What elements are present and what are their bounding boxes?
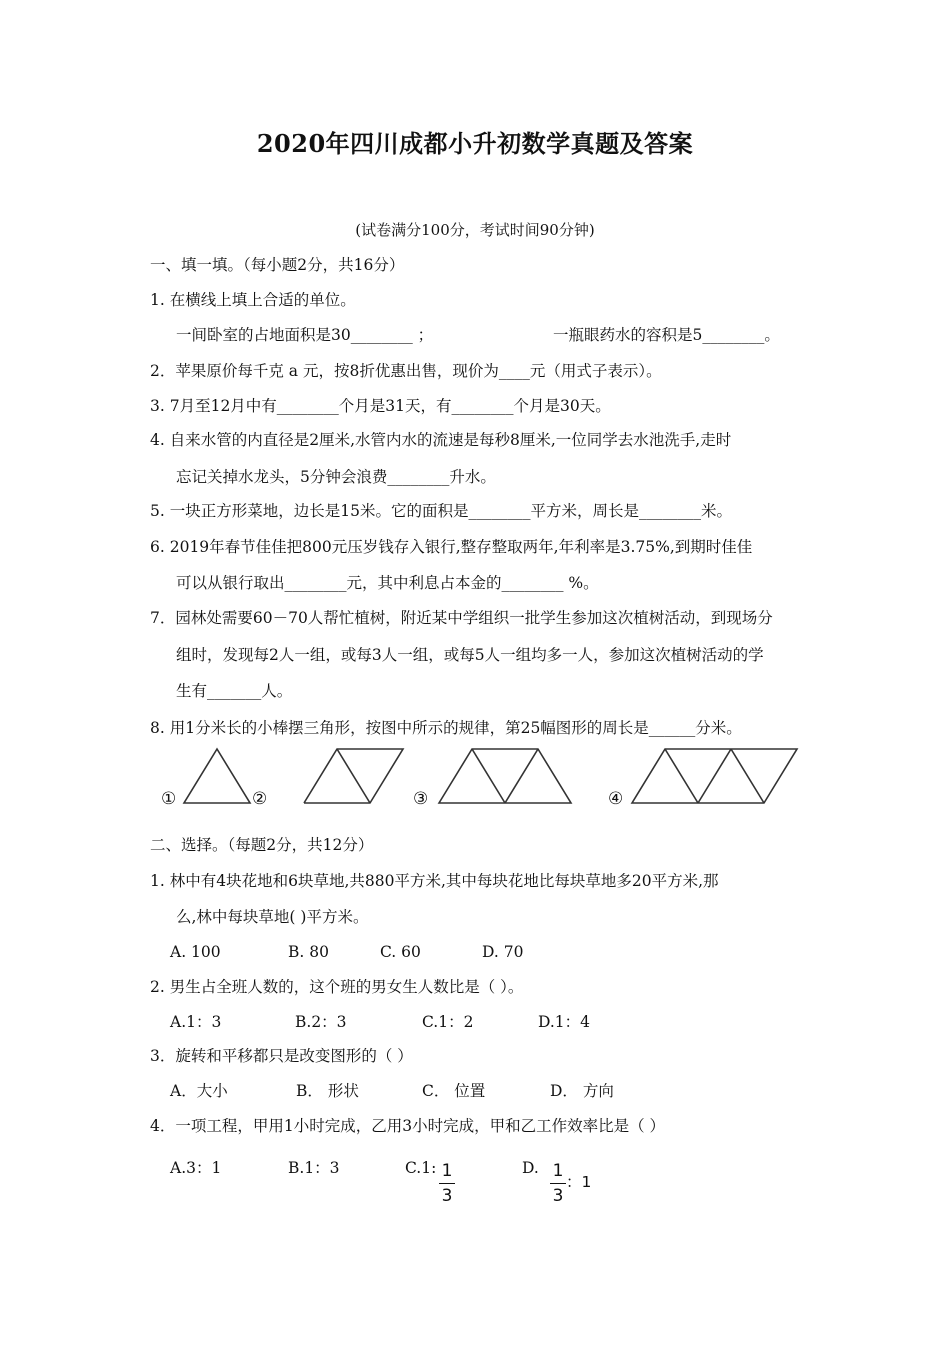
s2-q1-option-c: C. 60 bbox=[380, 943, 421, 961]
figure-label-2: ② bbox=[252, 789, 268, 809]
q1-part-a: 一间卧室的占地面积是30________ ； bbox=[176, 326, 434, 344]
q4-text-line1: 4. 自来水管的内直径是2厘米,水管内水的流速是每秒8厘米,一位同学去水池洗手,走时 bbox=[150, 431, 732, 449]
q7-text-line2: 组时，发现每2人一组，或每3人一组，或每5人一组均多一人，参加这次植树活动的学 bbox=[176, 646, 764, 664]
s2-q4-option-c-fraction bbox=[439, 1160, 455, 1207]
s2-q3-option-d: D． 方向 bbox=[550, 1082, 614, 1100]
figure-3-triangles bbox=[437, 747, 574, 805]
s2-q4-option-d-fraction bbox=[550, 1160, 566, 1207]
s2-q1-option-b: B. 80 bbox=[288, 943, 329, 961]
page-title: 2020年四川成都小升初数学真题及答案 bbox=[256, 129, 694, 158]
s2-q3-text: 3．旋转和平移都只是改变图形的（ ） bbox=[150, 1047, 413, 1065]
fraction-numerator: 1 bbox=[552, 1161, 564, 1181]
q6-text-line1: 6. 2019年春节佳佳把800元压岁钱存入银行,整存整取两年,年利率是3.75%,到期时佳佳 bbox=[150, 538, 753, 556]
figure-label-4: ④ bbox=[608, 789, 624, 809]
s2-q1-text-line1: 1. 林中有4块花地和6块草地,共880平方米,其中每块花地比每块草地多20平方米,那 bbox=[150, 872, 719, 890]
s2-q2-option-b: B.2：3 bbox=[295, 1013, 347, 1031]
fraction-numerator: 1 bbox=[441, 1161, 453, 1181]
q3-text: 3. 7月至12月中有________个月是31天，有________个月是30天。 bbox=[150, 397, 611, 415]
section1-heading: 一、填一填。（每小题2分，共16分） bbox=[150, 256, 405, 274]
fraction-denominator: 3 bbox=[441, 1186, 453, 1206]
q7-text-line3: 生有_______人。 bbox=[176, 682, 293, 700]
q2-text: 2．苹果原价每千克 a 元，按8折优惠出售，现价为____元（用式子表示）。 bbox=[150, 362, 662, 380]
s2-q4-option-b: B.1：3 bbox=[288, 1159, 340, 1177]
s2-q3-option-a: A．大小 bbox=[170, 1082, 228, 1100]
s2-q1-option-d: D. 70 bbox=[482, 943, 524, 961]
section2-heading: 二、选择。（每题2分，共12分） bbox=[150, 836, 374, 854]
s2-q1-option-a: A. 100 bbox=[170, 943, 221, 961]
s2-q4-option-a: A.3：1 bbox=[170, 1159, 222, 1177]
s2-q1-text-line2: 么,林中每块草地( )平方米。 bbox=[176, 908, 369, 926]
q1-part-b: 一瓶眼药水的容积是5________。 bbox=[553, 326, 780, 344]
figure-label-3: ③ bbox=[413, 789, 429, 809]
s2-q2-option-a: A.1：3 bbox=[170, 1013, 222, 1031]
s2-q2-option-c: C.1：2 bbox=[422, 1013, 474, 1031]
s2-q4-option-c: C.1: bbox=[405, 1159, 437, 1177]
figure-1-triangles bbox=[182, 747, 252, 805]
figure-2-triangles bbox=[302, 747, 407, 805]
s2-q3-option-c: C． 位置 bbox=[422, 1082, 486, 1100]
s2-q4-option-d: D. bbox=[522, 1159, 539, 1177]
q6-text-line2: 可以从银行取出________元，其中利息占本金的________ %。 bbox=[176, 574, 599, 592]
q5-text: 5. 一块正方形菜地，边长是15米。它的面积是________平方米，周长是________米。 bbox=[150, 502, 732, 520]
q8-text: 8. 用1分米长的小棒摆三角形，按图中所示的规律，第25幅图形的周长是______分米。 bbox=[150, 719, 742, 737]
s2-q4-text: 4．一项工程，甲用1小时完成，乙用3小时完成，甲和乙工作效率比是（ ） bbox=[150, 1117, 666, 1135]
exam-subtitle: (试卷满分100分，考试时间90分钟) bbox=[355, 221, 595, 239]
q1-prompt: 1. 在横线上填上合适的单位。 bbox=[150, 291, 356, 309]
fraction-denominator: 3 bbox=[552, 1186, 564, 1206]
s2-q3-option-b: B． 形状 bbox=[296, 1082, 359, 1100]
fraction-bar bbox=[550, 1183, 566, 1184]
q4-text-line2: 忘记关掉水龙头，5分钟会浪费________升水。 bbox=[176, 468, 496, 486]
figure-4-triangles bbox=[630, 747, 800, 805]
figure-label-1: ① bbox=[161, 789, 177, 809]
s2-q2-text: 2. 男生占全班人数的，这个班的男女生人数比是（ ）。 bbox=[150, 978, 524, 996]
s2-q2-option-d: D.1：4 bbox=[538, 1013, 591, 1031]
s2-q4-option-d-ratio-tail: ：1 bbox=[566, 1173, 592, 1191]
q7-text-line1: 7．园林处需要60－70人帮忙植树，附近某中学组织一批学生参加这次植树活动，到现场分 bbox=[150, 609, 773, 627]
fraction-bar bbox=[439, 1183, 455, 1184]
